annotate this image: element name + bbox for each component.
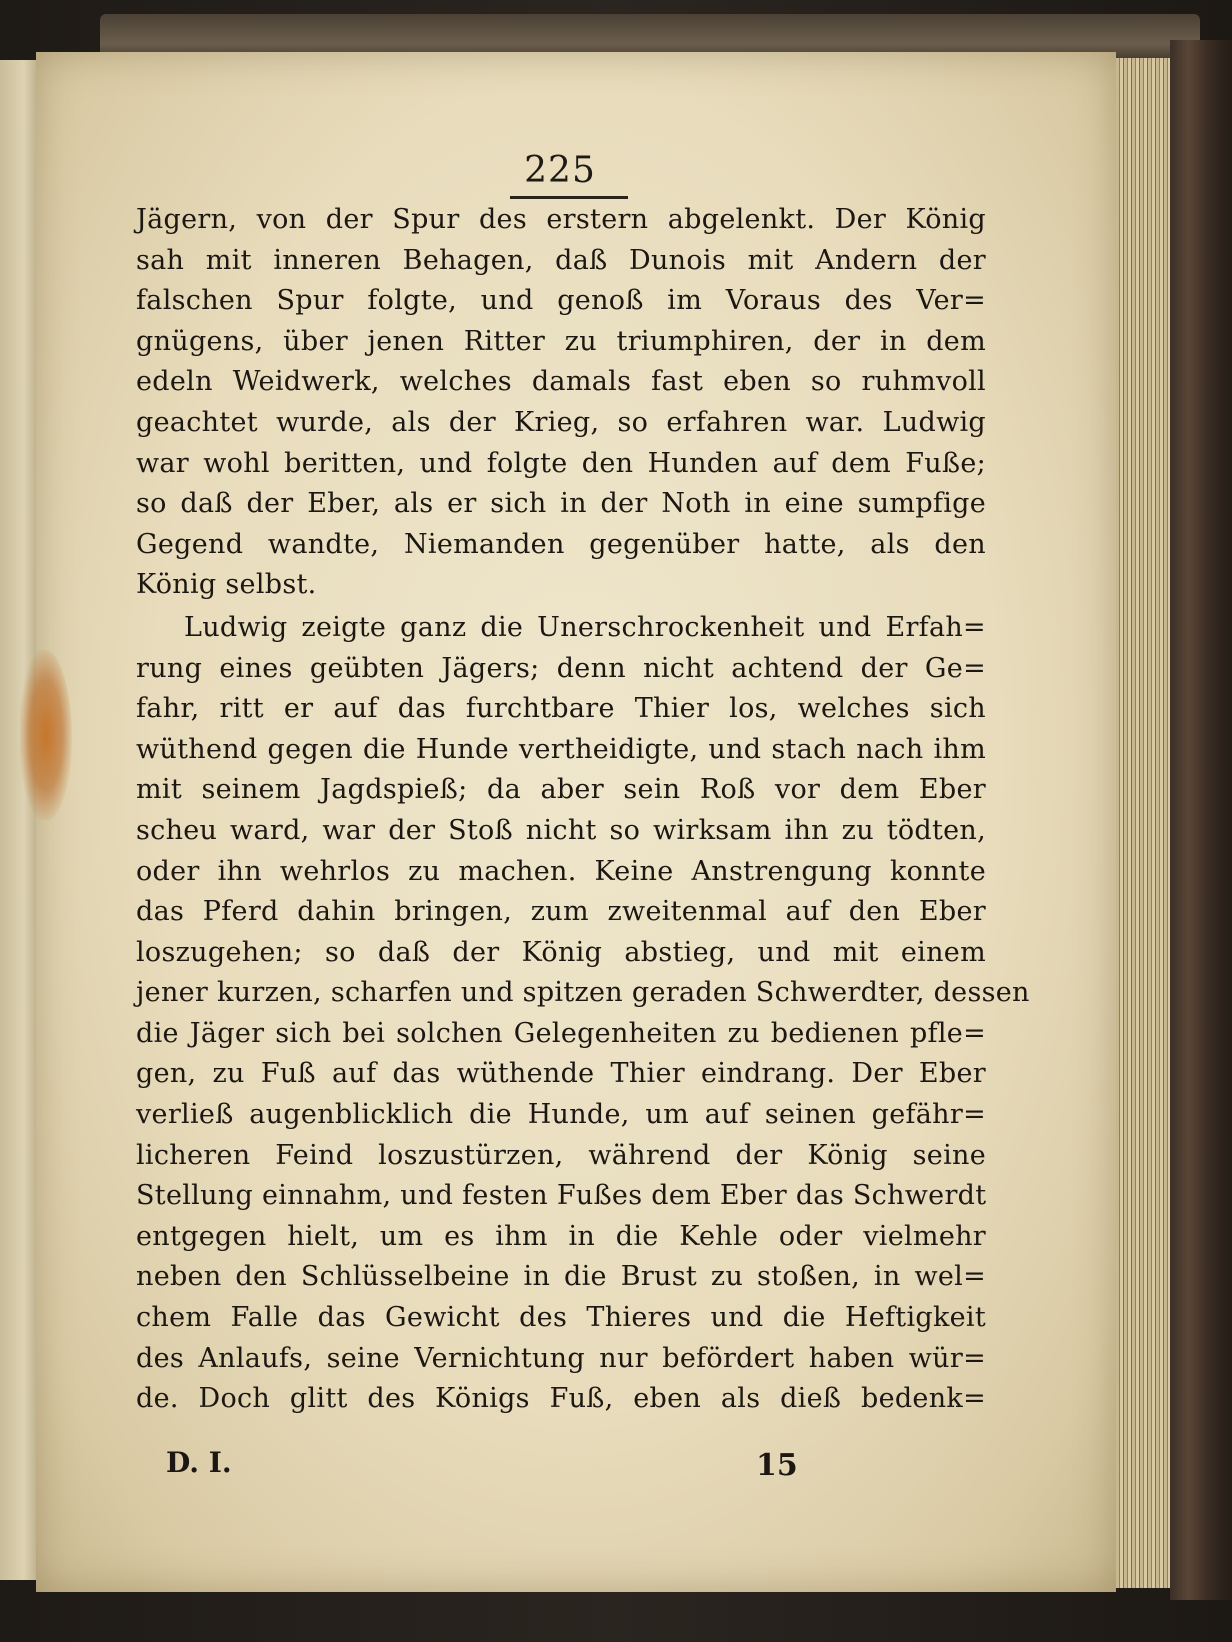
text-line: die Jäger sich bei solchen Gelegenheiten zu bedienen pfle= bbox=[136, 1017, 986, 1049]
body-text bbox=[136, 200, 1030, 1420]
text-line: falschen Spur folgte, und genoß im Voraus des Ver= bbox=[136, 285, 986, 317]
text-line: entgegen hielt, um es ihm in die Kehle oder vielmehr bbox=[136, 1220, 986, 1252]
text-line: Jägern, von der Spur des erstern abgelenkt. Der König bbox=[136, 204, 986, 235]
text-line: gen, zu Fuß auf das wüthende Thier eindrang. Der Eber bbox=[136, 1058, 986, 1090]
text-line: gnügens, über jenen Ritter zu triumphiren, der in dem bbox=[136, 325, 986, 357]
facing-page-edge bbox=[0, 60, 40, 1580]
page-stain bbox=[20, 650, 72, 820]
text-line: neben den Schlüsselbeine in die Brust zu stoßen, in wel= bbox=[136, 1261, 986, 1293]
text-line: sah mit inneren Behagen, daß Dunois mit Andern der bbox=[136, 244, 986, 276]
text-line: de. Doch glitt des Königs Fuß, eben als dieß bedenk= bbox=[136, 1383, 986, 1415]
text-line: des Anlaufs, seine Vernichtung nur befördert haben wür= bbox=[136, 1342, 986, 1374]
text-line: König selbst. bbox=[136, 569, 317, 601]
text-line: fahr, ritt er auf das furchtbare Thier los, welches sich bbox=[136, 693, 986, 725]
text-line: licheren Feind loszustürzen, während der König seine bbox=[136, 1139, 986, 1171]
text-line: verließ augenblicklich die Hunde, um auf seinen gefähr= bbox=[136, 1099, 986, 1131]
text-line: scheu ward, war der Stoß nicht so wirksam ihn zu tödten, bbox=[136, 814, 986, 846]
text-line: wüthend gegen die Hunde vertheidigte, und stach nach ihm bbox=[136, 733, 986, 765]
text-line: war wohl beritten, und folgte den Hunden auf dem Fuße; bbox=[136, 447, 986, 479]
text-line: mit seinem Jagdspieß; da aber sein Roß vor dem Eber bbox=[136, 774, 986, 806]
signature-mark: D. I. bbox=[166, 1446, 232, 1479]
text-line: rung eines geübten Jägers; denn nicht achtend der Ge= bbox=[136, 652, 986, 684]
text-line: oder ihn wehrlos zu machen. Keine Anstrengung konnte bbox=[136, 855, 986, 887]
text-line: Stellung einnahm, und festen Fußes dem Eber das Schwerdt bbox=[136, 1180, 987, 1212]
text-line: so daß der Eber, als er sich in der Noth in eine sumpfige bbox=[136, 488, 986, 520]
book-binding bbox=[1170, 40, 1232, 1600]
text-line: jener kurzen, scharfen und spitzen geraden Schwerdter, dessen bbox=[136, 977, 1030, 1009]
text-line: chem Falle das Gewicht des Thieres und die Heftigkeit bbox=[136, 1302, 986, 1334]
sheet-number: 15 bbox=[756, 1448, 798, 1483]
text-line: Ludwig zeigte ganz die Unerschrockenheit und Erfah= bbox=[184, 611, 986, 643]
text-line: edeln Weidwerk, welches damals fast eben so ruhmvoll bbox=[136, 366, 986, 398]
text-line: das Pferd dahin bringen, zum zweitenmal auf den Eber bbox=[136, 896, 986, 928]
text-line: geachtet wurde, als der Krieg, so erfahren war. Ludwig bbox=[136, 406, 986, 438]
header-rule bbox=[510, 196, 628, 199]
text-line: loszugehen; so daß der König abstieg, und mit einem bbox=[136, 936, 986, 968]
page-number: 225 bbox=[524, 150, 596, 191]
text-line: Gegend wandte, Niemanden gegenüber hatte, als den bbox=[136, 528, 986, 560]
